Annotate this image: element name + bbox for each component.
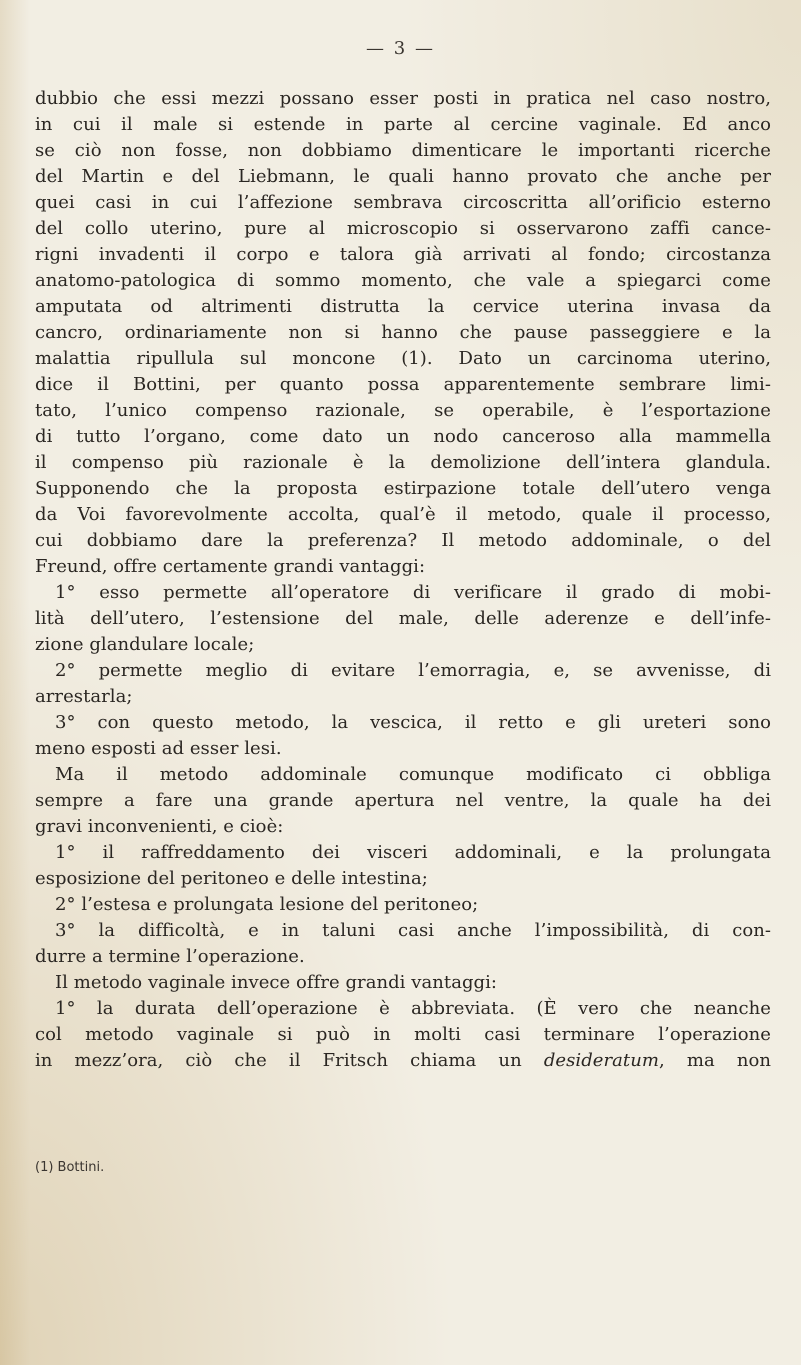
text-line — [35, 788, 771, 814]
text-line — [35, 632, 771, 658]
text-line — [35, 658, 771, 684]
text-line-content: 1° esso permette all’operatore di verificare il grado di mobi- — [55, 582, 771, 603]
text-line-content: se ciò non fosse, non dobbiamo dimenticare le importanti ricerche — [35, 140, 771, 161]
text-line — [35, 580, 771, 606]
text-line — [35, 684, 771, 710]
text-line-content: lità dell’utero, l’estensione del male, delle aderenze e dell’infe- — [35, 608, 771, 629]
text-line-content: del collo uterino, pure al microscopio si osservarono zaffi cance- — [35, 218, 771, 239]
text-line-content: dubbio che essi mezzi possano esser posti in pratica nel caso nostro, — [35, 88, 771, 109]
text-line — [35, 86, 771, 112]
text-line — [35, 476, 771, 502]
text-line-content: del Martin e del Liebmann, le quali hanno provato che anche per — [35, 166, 771, 187]
text-line-content: rigni invadenti il corpo e talora già arrivati al fondo; circostanza — [35, 244, 771, 265]
text-line-content: malattia ripullula sul moncone (1). Dato un carcinoma uterino, — [35, 348, 771, 369]
text-line — [35, 294, 771, 320]
body-text — [35, 86, 771, 1074]
text-line-content: Ma il metodo addominale comunque modificato ci obbliga — [55, 764, 771, 785]
text-line-content: 1° il raffreddamento dei visceri addominali, e la prolungata — [55, 842, 771, 863]
text-line — [35, 164, 771, 190]
text-line — [35, 268, 771, 294]
text-line-content: cancro, ordinariamente non si hanno che pause passeggiere e la — [35, 322, 771, 343]
page-number: — 3 — — [366, 38, 435, 59]
text-line — [35, 398, 771, 424]
text-line-content: anatomo-patologica di sommo momento, che vale a spiegarci come — [35, 270, 771, 291]
text-line — [35, 944, 771, 970]
text-line — [35, 138, 771, 164]
text-line — [35, 762, 771, 788]
text-line — [35, 554, 771, 580]
text-line — [35, 736, 771, 762]
text-line — [35, 372, 771, 398]
text-line — [35, 918, 771, 944]
text-line — [35, 970, 771, 996]
text-line-content: il compenso più razionale è la demolizione dell’intera glandula. — [35, 452, 771, 473]
text-line — [35, 502, 771, 528]
text-line — [35, 1022, 771, 1048]
text-line — [35, 242, 771, 268]
text-line-content: 1° la durata dell’operazione è abbreviata. (È vero che neanche — [55, 998, 771, 1019]
text-line-content: tato, l’unico compenso razionale, se operabile, è l’esportazione — [35, 400, 771, 421]
text-line-content: 2° permette meglio di evitare l’emorragia, e, se avvenisse, di — [55, 660, 771, 681]
text-line-content: Supponendo che la proposta estirpazione totale dell’utero venga — [35, 478, 771, 499]
text-line-tail: , ma non — [658, 1050, 771, 1071]
text-line — [35, 606, 771, 632]
text-line-content: di tutto l’organo, come dato un nodo canceroso alla mammella — [35, 426, 771, 447]
text-line — [35, 424, 771, 450]
text-line-content: zione glandulare locale; — [35, 634, 255, 655]
text-line-content: meno esposti ad esser lesi. — [35, 738, 282, 759]
text-line — [35, 710, 771, 736]
text-line-content: 2° l’estesa e prolungata lesione del peritoneo; — [55, 894, 479, 915]
text-line-content: sempre a fare una grande apertura nel ventre, la quale ha dei — [35, 790, 771, 811]
text-line-content: col metodo vaginale si può in molti casi terminare l’operazione — [35, 1024, 771, 1045]
text-line — [35, 450, 771, 476]
text-line — [35, 216, 771, 242]
text-line-content: quei casi in cui l’affezione sembrava circoscritta all’orificio esterno — [35, 192, 771, 213]
text-line-content: 3° con questo metodo, la vescica, il retto e gli ureteri sono — [55, 712, 771, 733]
text-line-content: esposizione del peritoneo e delle intestina; — [35, 868, 428, 889]
text-line-content: in cui il male si estende in parte al cercine vaginale. Ed anco — [35, 114, 771, 135]
footnote: (1) Bottini. — [35, 1160, 105, 1175]
text-line-content: in mezz’ora, ciò che il Fritsch chiama un — [35, 1050, 544, 1071]
text-line-content: amputata od altrimenti distrutta la cervice uterina invasa da — [35, 296, 771, 317]
text-line-content: durre a termine l’operazione. — [35, 946, 305, 967]
text-line-content: dice il Bottini, per quanto possa apparentemente sembrare limi- — [35, 374, 771, 395]
italic-term: desideratum — [543, 1050, 659, 1071]
text-line-content: cui dobbiamo dare la preferenza? Il metodo addominale, o del — [35, 530, 771, 551]
text-line-content: gravi inconvenienti, e cioè: — [35, 816, 284, 837]
text-line — [35, 190, 771, 216]
text-line — [35, 346, 771, 372]
text-line — [35, 892, 771, 918]
text-line-content: Freund, offre certamente grandi vantaggi: — [35, 556, 426, 577]
text-line-content: Il metodo vaginale invece offre grandi vantaggi: — [55, 972, 498, 993]
text-line — [35, 840, 771, 866]
text-line-content: 3° la difficoltà, e in taluni casi anche l’impossibilità, di con- — [55, 920, 771, 941]
text-line-content: da Voi favorevolmente accolta, qual’è il metodo, quale il processo, — [35, 504, 771, 525]
text-line — [35, 866, 771, 892]
text-line — [35, 1048, 771, 1074]
text-line — [35, 320, 771, 346]
text-line — [35, 528, 771, 554]
text-line-content: arrestarla; — [35, 686, 133, 707]
text-line — [35, 112, 771, 138]
text-line — [35, 814, 771, 840]
text-line — [35, 996, 771, 1022]
